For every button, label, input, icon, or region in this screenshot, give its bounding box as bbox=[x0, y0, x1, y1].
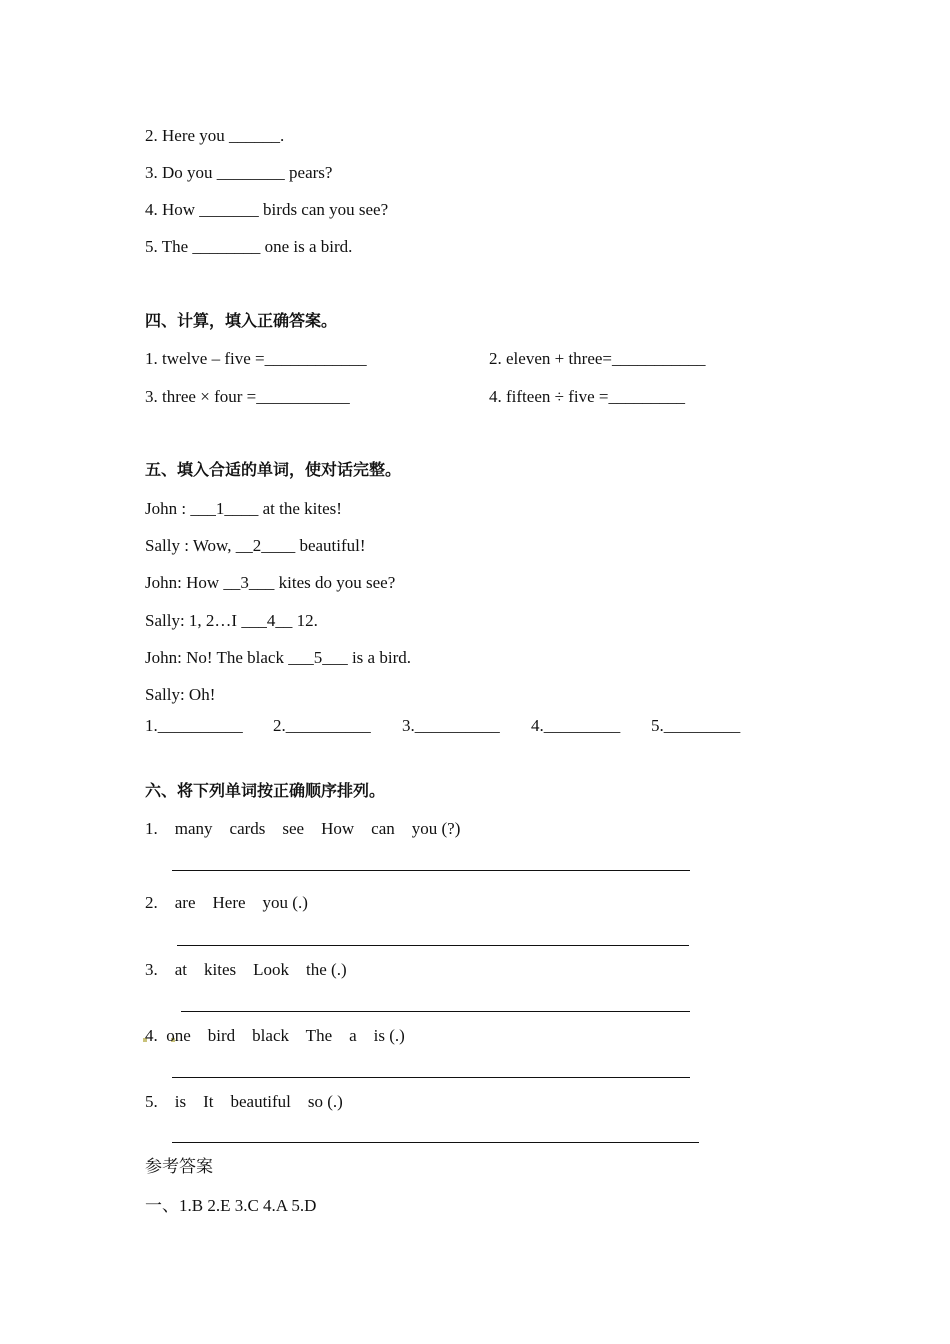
s4-item-1: 1. twelve – five =____________ bbox=[145, 349, 367, 368]
answer-blank-2: 2.__________ bbox=[273, 716, 371, 735]
s3-item-4: 4. How _______ birds can you see? bbox=[145, 200, 389, 219]
answer-line-1 bbox=[172, 870, 690, 871]
s3-item-2: 2. Here you ______. bbox=[145, 126, 285, 145]
s6-item-2: 2. are Here you (.) bbox=[145, 893, 308, 912]
dialogue-line-1: John : ___1____ at the kites! bbox=[145, 499, 342, 518]
section4-title: 四、计算，填入正确答案。 bbox=[145, 311, 338, 330]
s4-item-2: 2. eleven + three=___________ bbox=[489, 349, 706, 368]
s4-item-4: 4. fifteen ÷ five =_________ bbox=[489, 387, 685, 406]
answer-line-2 bbox=[177, 945, 689, 946]
section5-title: 五、填入合适的单词，使对话完整。 bbox=[145, 460, 402, 479]
answers-line-1: 一、1.B 2.E 3.C 4.A 5.D bbox=[145, 1196, 317, 1215]
answers-title: 参考答案 bbox=[145, 1157, 213, 1177]
answer-line-5 bbox=[172, 1142, 699, 1143]
s6-item-1: 1. many cards see How can you (?) bbox=[145, 819, 461, 838]
s4-item-3: 3. three × four =___________ bbox=[145, 387, 350, 406]
answer-blank-5: 5._________ bbox=[651, 716, 741, 735]
dialogue-line-4: Sally: 1, 2…I ___4__ 12. bbox=[145, 611, 318, 630]
dialogue-line-6: Sally: Oh! bbox=[145, 685, 216, 704]
s6-item-4: 4. one bird black The a is (.) bbox=[145, 1026, 405, 1045]
dialogue-line-2: Sally : Wow, __2____ beautiful! bbox=[145, 536, 366, 555]
answer-blank-4: 4._________ bbox=[531, 716, 621, 735]
dialogue-line-3: John: How __3___ kites do you see? bbox=[145, 573, 396, 592]
answer-line-3 bbox=[181, 1011, 690, 1012]
s6-item-3: 3. at kites Look the (.) bbox=[145, 960, 347, 979]
s3-item-3: 3. Do you ________ pears? bbox=[145, 163, 333, 182]
s6-item-5: 5. is It beautiful so (.) bbox=[145, 1092, 343, 1111]
answer-line-4 bbox=[172, 1077, 690, 1078]
dialogue-line-5: John: No! The black ___5___ is a bird. bbox=[145, 648, 411, 667]
s3-item-5: 5. The ________ one is a bird. bbox=[145, 237, 353, 256]
answer-blank-3: 3.__________ bbox=[402, 716, 500, 735]
section6-title: 六、将下列单词按正确顺序排列。 bbox=[145, 781, 386, 800]
answer-blank-1: 1.__________ bbox=[145, 716, 243, 735]
